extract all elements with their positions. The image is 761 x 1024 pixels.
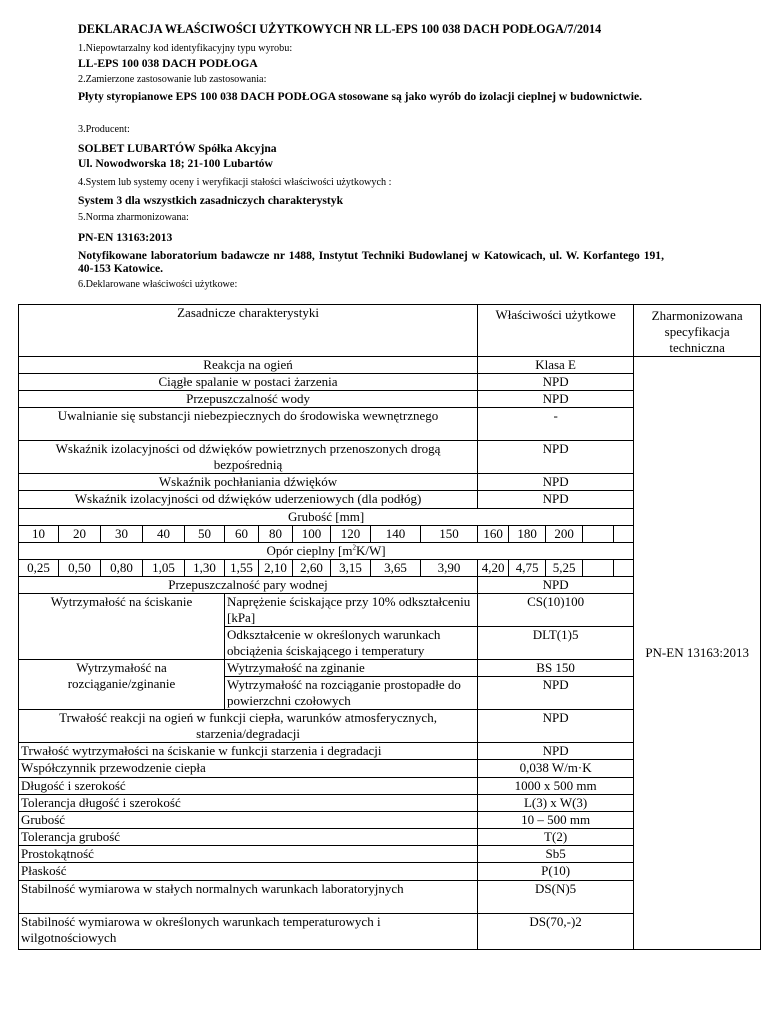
thickness-header: Grubość [mm] [19,509,634,526]
sound-absorption-label: Wskaźnik pochłaniania dźwięków [19,474,478,491]
resistance-cell: 1,05 [143,560,185,577]
resistance-cell: 1,55 [225,560,259,577]
dimensions-value: 1000 x 500 mm [478,778,634,795]
impact-sound-value: NPD [478,491,634,509]
thickness-cell: 150 [421,526,478,543]
stability-normal-value: DS(N)5 [478,881,634,914]
squareness-label: Prostokątność [19,846,478,863]
impact-sound-label: Wskaźnik izolacyjności od dźwięków uderzeniowych (dla podłóg) [19,491,478,509]
reaction-to-fire-label [19,357,478,374]
airborne-sound-label: Wskaźnik izolacyjności od dźwięków powietrznych przenoszonych drogą bezpośrednią [19,441,478,474]
resistance-cell: 4,75 [509,560,546,577]
dangerous-substances-value: - [478,408,634,441]
thickness-cell: 60 [225,526,259,543]
resistance-cell: 4,20 [478,560,509,577]
vapour-permeability-value: NPD [478,577,634,594]
thickness-cell: 100 [293,526,331,543]
thickness-cell: 40 [143,526,185,543]
flatness-value: P(10) [478,863,634,881]
durability-compressive-value: NPD [478,743,634,760]
section-3-label: 3.Producent: [78,124,130,135]
header-performance: Właściwości użytkowe [478,305,634,357]
durability-compressive-label: Trwałość wytrzymałości na ściskanie w funkcji starzenia i degradacji [19,743,478,760]
reaction-line-1: Reakcja na ogień [203,357,293,372]
header-spec: Zharmonizowana specyfikacja techniczna [634,305,761,357]
resistance-cell: 3,90 [421,560,478,577]
resistance-header [19,543,634,560]
resistance-cell: 1,30 [185,560,225,577]
compressive-stress-value: CS(10)100 [478,594,634,627]
dimension-tolerance-label: Tolerancja długość i szerokość [19,795,478,812]
resistance-cell: 0,50 [59,560,101,577]
thickness-cell: 50 [185,526,225,543]
vapour-permeability-label: Przepuszczalność pary wodnej [19,577,478,594]
section-6-label: 6.Deklarowane właściwości użytkowe: [78,279,238,290]
squareness-value: Sb5 [478,846,634,863]
thickness-cell-spacer [583,526,614,543]
tensile-perpendicular-label: Wytrzymałość na rozciąganie prostopadłe do powierzchni czołowych [225,677,478,710]
manufacturer-name: SOLBET LUBARTÓW Spółka Akcyjna [78,142,277,155]
thickness-tolerance-label: Tolerancja grubość [19,829,478,846]
flatness-label: Płaskość [19,863,478,881]
thermal-conductivity-label: Współczynnik przewodzenie ciepła [19,760,478,778]
thickness-cell: 200 [546,526,583,543]
tensile-perpendicular-value: NPD [478,677,634,710]
resistance-cell: 2,10 [259,560,293,577]
resistance-cell-spacer [583,560,614,577]
reaction-to-fire-value: Klasa E [478,357,634,374]
document-title: DEKLARACJA WŁAŚCIWOŚCI UŻYTKOWYCH NR LL-EPS 100 038 DACH PODŁOGA/7/2014 [78,22,602,36]
resistance-cell: 0,25 [19,560,59,577]
thickness-cell: 120 [331,526,371,543]
stability-specified-value: DS(70,-)2 [478,914,634,950]
section-1-label: 1.Niepowtarzalny kod identyfikacyjny typu wyrobu: [78,43,293,54]
continuous-glowing-value: NPD [478,374,634,391]
intended-use: Płyty styropianowe EPS 100 038 DACH PODŁOGA stosowane są jako wyrób do izolacji cieplnej w budownictwie. [78,90,643,103]
thickness-cell: 10 [19,526,59,543]
notified-laboratory: Notyfikowane laboratorium badawcze nr 1488, Instytut Techniki Budowlanej w Katowicach, ul. W. Korfantego 191, 40-153 Katowice. [78,249,664,275]
thickness-tolerance-value: T(2) [478,829,634,846]
performance-table [18,304,761,950]
thickness-label: Grubość [19,812,478,829]
thermal-conductivity-value: 0,038 W/m·K [478,760,634,778]
resistance-cell: 3,65 [371,560,421,577]
airborne-sound-value: NPD [478,441,634,474]
thickness-cell: 180 [509,526,546,543]
durability-fire-value: NPD [478,710,634,743]
thickness-cell-spacer [614,526,634,543]
dangerous-substances-label: Uwalnianie się substancji niebezpiecznych do środowiska wewnętrznego [19,408,478,441]
resistance-cell: 0,80 [101,560,143,577]
stability-normal-label: Stabilność wymiarowa w stałych normalnych warunkach laboratoryjnych [19,881,478,914]
bending-strength-label: Wytrzymałość na zginanie [225,660,478,677]
dimension-tolerance-value: L(3) x W(3) [478,795,634,812]
avcp-system: System 3 dla wszystkich zasadniczych charakterystyk [78,194,344,207]
thickness-cell: 80 [259,526,293,543]
table-row [19,357,761,374]
harmonised-standard: PN-EN 13163:2013 [78,231,173,244]
spec-value: PN-EN 13163:2013 [634,357,761,950]
resistance-cell: 5,25 [546,560,583,577]
resistance-cell: 2,60 [293,560,331,577]
thickness-cell: 160 [478,526,509,543]
resistance-cell: 3,15 [331,560,371,577]
thickness-value: 10 – 500 mm [478,812,634,829]
deformation-label: Odkształcenie w określonych warunkach obciążenia ściskającego i temperatury [225,627,478,660]
resistance-header-a: Opór cieplny [m [266,543,353,558]
section-5-label: 5.Norma zharmonizowana: [78,212,189,223]
product-code: LL-EPS 100 038 DACH PODŁOGA [78,57,258,70]
bending-strength-value: BS 150 [478,660,634,677]
section-2-label: 2.Zamierzone zastosowanie lub zastosowania: [78,74,267,85]
compressive-strength-group: Wytrzymałość na ściskanie [19,594,225,660]
resistance-header-sup: 2 [352,543,356,552]
resistance-header-b: K/W] [355,543,386,558]
sound-absorption-value: NPD [478,474,634,491]
durability-fire-label: Trwałość reakcji na ogień w funkcji ciepła, warunków atmosferycznych, starzenia/degradacji [19,710,478,743]
thickness-cell: 30 [101,526,143,543]
water-permeability-value: NPD [478,391,634,408]
dimensions-label: Długość i szerokość [19,778,478,795]
resistance-cell-spacer [614,560,634,577]
thickness-cell: 140 [371,526,421,543]
water-permeability-label: Przepuszczalność wody [19,391,478,408]
header-characteristics: Zasadnicze charakterystyki [19,305,478,357]
section-4-label: 4.System lub systemy oceny i weryfikacji stałości właściwości użytkowych : [78,177,392,188]
table-header-row [19,305,761,357]
compressive-stress-label: Naprężenie ściskające przy 10% odkształceniu [kPa] [225,594,478,627]
manufacturer-address: Ul. Nowodworska 18; 21-100 Lubartów [78,157,273,170]
continuous-glowing-label: Ciągłe spalanie w postaci żarzenia [19,374,478,391]
tensile-strength-group: Wytrzymałość na rozciąganie/zginanie [19,660,225,710]
deformation-value: DLT(1)5 [478,627,634,660]
thickness-cell: 20 [59,526,101,543]
stability-specified-label: Stabilność wymiarowa w określonych warunkach temperaturowych i wilgotnościowych [19,914,478,950]
